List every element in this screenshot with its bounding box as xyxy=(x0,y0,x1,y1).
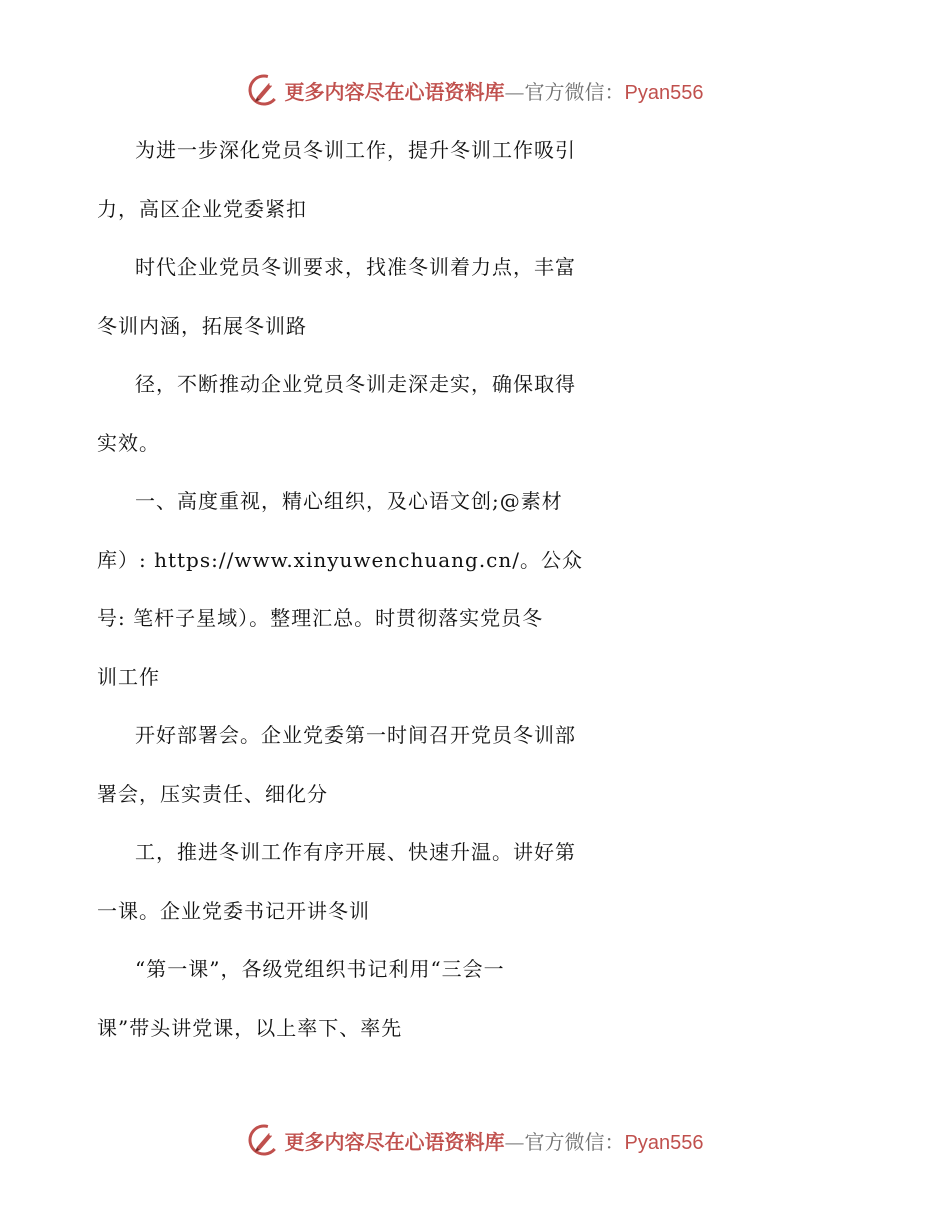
banner-text xyxy=(285,1126,704,1155)
body-text-line: “第一课”，各级党组织书记利用“三会一 xyxy=(135,957,505,981)
body-text-line: 库）: https://www.xinyuwenchuang.cn/。公众 xyxy=(97,547,583,572)
banner-sub-text: 官方微信： xyxy=(524,1129,625,1154)
body-text-line: 力，高区企业党委紧扣 xyxy=(97,196,307,221)
body-text-line: 时代企业党员冬训要求，找准冬训着力点，丰富 xyxy=(135,255,576,279)
banner-sub-text: 官方微信： xyxy=(524,79,625,104)
body-text-line: 径，不断推动企业党员冬训走深走实，确保取得 xyxy=(135,372,576,396)
body-text-line: 实效。 xyxy=(97,430,160,455)
body-text-line: 一、高度重视，精心组织，及心语文创;@素材 xyxy=(135,489,563,513)
body-text-line: 工，推进冬训工作有序开展、快速升温。讲好第 xyxy=(135,840,576,864)
body-text-line: 开好部署会。企业党委第一时间召开党员冬训部 xyxy=(135,723,576,747)
banner-main-text: 更多内容尽在心语资料库 xyxy=(284,79,505,104)
body-text-line: 冬训内涵，拓展冬训路 xyxy=(97,313,307,338)
banner-dash: — xyxy=(504,79,525,104)
document-body xyxy=(97,121,857,1057)
banner-text xyxy=(285,76,704,105)
body-text-line: 为进一步深化党员冬训工作，提升冬训工作吸引 xyxy=(135,138,576,162)
banner-wechat-id: Pyan556 xyxy=(624,81,704,104)
body-text-line: 一课。企业党委书记开讲冬训 xyxy=(97,898,370,923)
body-text-line: 课”带头讲党课，以上率下、率先 xyxy=(97,1015,403,1040)
banner-wechat-id: Pyan556 xyxy=(624,1131,704,1154)
footer-watermark-banner xyxy=(0,1120,950,1160)
body-text-line: 署会，压实责任、细化分 xyxy=(97,781,328,806)
banner-dash: — xyxy=(504,1129,525,1154)
header-watermark-banner xyxy=(0,70,950,110)
body-text-line: 号: 笔杆子星域）。整理汇总。时贯彻落实党员冬 xyxy=(97,606,544,630)
body-text-line: 训工作 xyxy=(97,664,160,689)
pen-logo-icon xyxy=(247,1123,281,1157)
banner-main-text: 更多内容尽在心语资料库 xyxy=(284,1129,505,1154)
pen-logo-icon xyxy=(247,73,281,107)
